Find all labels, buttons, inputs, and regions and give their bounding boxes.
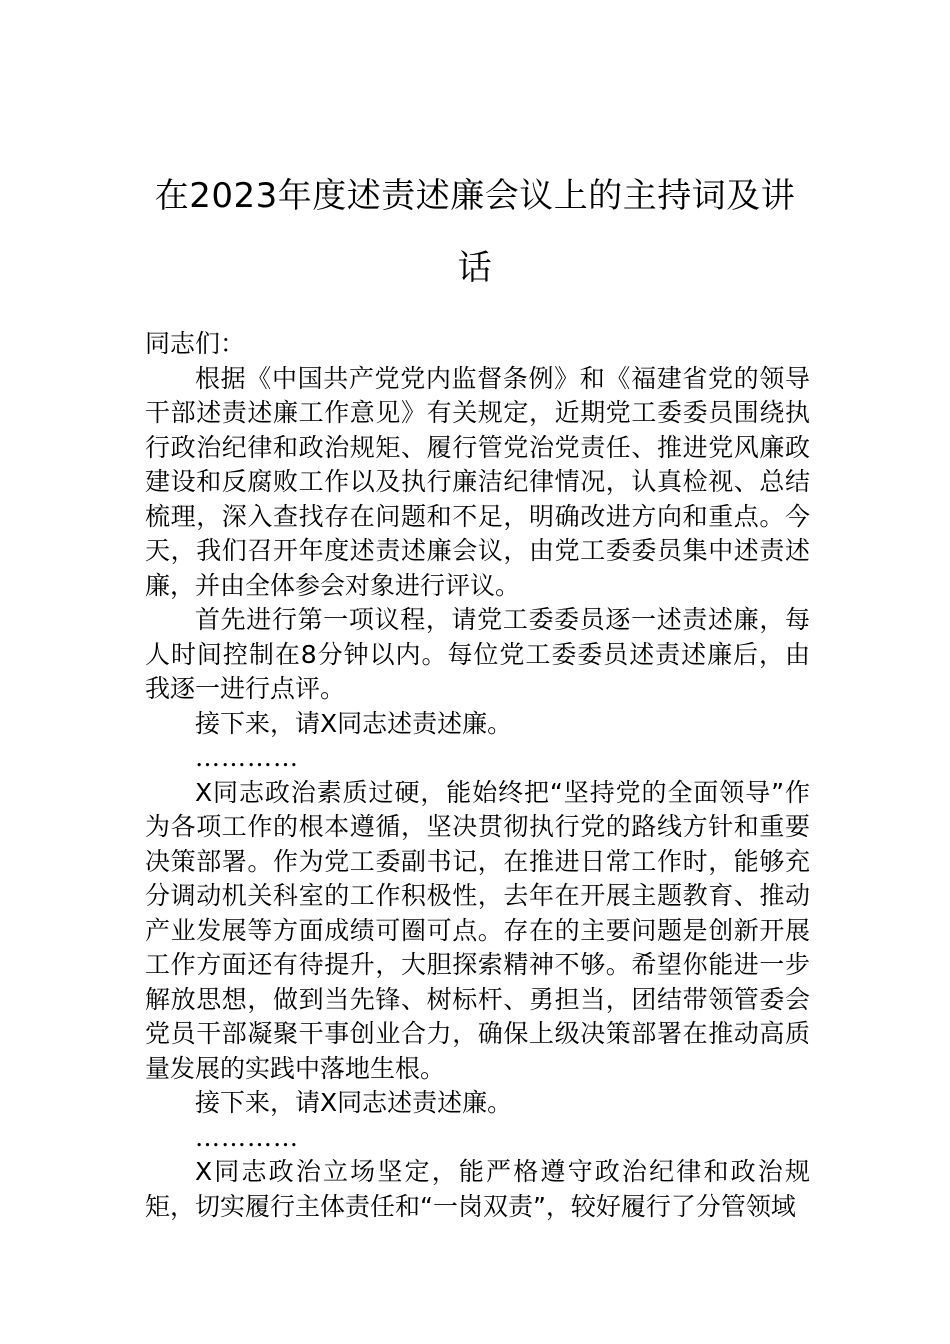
paragraph-comment-2: X同志政治立场坚定，能严格遵守政治纪律和政治规矩，切实履行主体责任和“一岗双责”，较好履行了分管领域 bbox=[145, 1157, 810, 1221]
document-body bbox=[145, 327, 810, 1224]
salutation: 同志们： bbox=[145, 329, 246, 358]
ellipsis-1: ………… bbox=[195, 743, 299, 772]
paragraph-agenda: 首先进行第一项议程，请党工委委员逐一述责述廉，每人时间控制在8分钟以内。每位党工委委员述责述廉后，由我逐一进行点评。 bbox=[145, 605, 810, 703]
document-title: 在2023年度述责述廉会议上的主持词及讲话 bbox=[154, 176, 796, 288]
paragraph-next-speaker-2: 接下来，请X同志述责述廉。 bbox=[195, 1088, 513, 1117]
paragraph-intro: 根据《中国共产党党内监督条例》和《福建省党的领导干部述责述廉工作意见》有关规定，近期党工委委员围绕执行政治纪律和政治规矩、履行管党治党责任、推进党风廉政建设和反腐败工作以及执行廉洁纪律情况，认真检视、总结梳理，深入查找存在问题和不足，明确改进方向和重点。今天，我们召开年度述责述廉会议，由党工委委员集中述责述廉，并由全体参会对象进行评议。 bbox=[145, 363, 810, 600]
paragraph-comment-1: X同志政治素质过硬，能始终把“坚持党的全面领导”作为各项工作的根本遵循，坚决贯彻执行党的路线方针和重要决策部署。作为党工委副书记，在推进日常工作时，能够充分调动机关科室的工作积极性，去年在开展主题教育、推动产业发展等方面成绩可圈可点。存在的主要问题是创新开展工作方面还有待提升，大胆探索精神不够。希望你能进一步解放思想，做到当先锋、树标杆、勇担当，团结带领管委会党员干部凝聚干事创业合力，确保上级决策部署在推动高质量发展的实践中落地生根。 bbox=[145, 777, 810, 1083]
ellipsis-2: ………… bbox=[195, 1122, 299, 1152]
paragraph-next-speaker-1: 接下来，请X同志述责述廉。 bbox=[195, 708, 513, 738]
